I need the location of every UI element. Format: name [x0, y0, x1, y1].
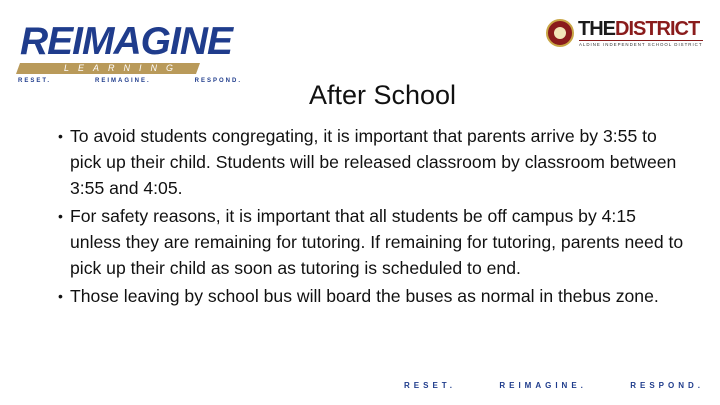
tagline-respond: RESPOND. — [194, 78, 242, 84]
tagline-reset: RESET. — [18, 78, 52, 84]
footer-respond: RESPOND. — [630, 381, 704, 390]
bullet-item — [58, 283, 688, 309]
tagline-reimagine: REIMAGINE. — [95, 78, 151, 84]
district-subtitle: ALDINE INDEPENDENT SCHOOL DISTRICT — [579, 42, 703, 47]
footer-reimagine: REIMAGINE. — [499, 381, 587, 390]
district-name-district: DISTRICT — [615, 18, 700, 40]
bullet-icon: • — [58, 208, 63, 224]
bullet-icon: • — [58, 128, 63, 144]
footer-tagline — [404, 381, 704, 390]
district-logo — [546, 19, 704, 51]
bullet-text: To avoid students congregating, it is important that parents arrive by 3:55 to pick up their child. Students will be released classroom by classroom between 3:55 and 4:05. — [70, 126, 677, 198]
logo-band-text: LEARNING — [64, 63, 183, 73]
bullet-list — [58, 123, 688, 311]
bullet-item — [58, 123, 688, 201]
bullet-icon: • — [58, 288, 63, 304]
district-name — [578, 19, 699, 39]
bullet-text: For safety reasons, it is important that all students be off campus by 4:15 unless they are remaining for tutoring. If remaining for tutoring, parents need to pick up their child as soon as tutoring is scheduled to end. — [70, 206, 684, 278]
logo-wordmark: REIMAGINE — [20, 20, 233, 63]
district-name-the: THE — [578, 18, 615, 40]
bullet-text: Those leaving by school bus will board the buses as normal in thebus zone. — [70, 286, 659, 306]
bullet-item — [58, 203, 688, 281]
reimagine-learning-logo — [16, 20, 241, 86]
slide-title: After School — [308, 80, 457, 110]
district-seal-icon — [546, 19, 574, 47]
footer-reset: RESET. — [404, 381, 457, 390]
